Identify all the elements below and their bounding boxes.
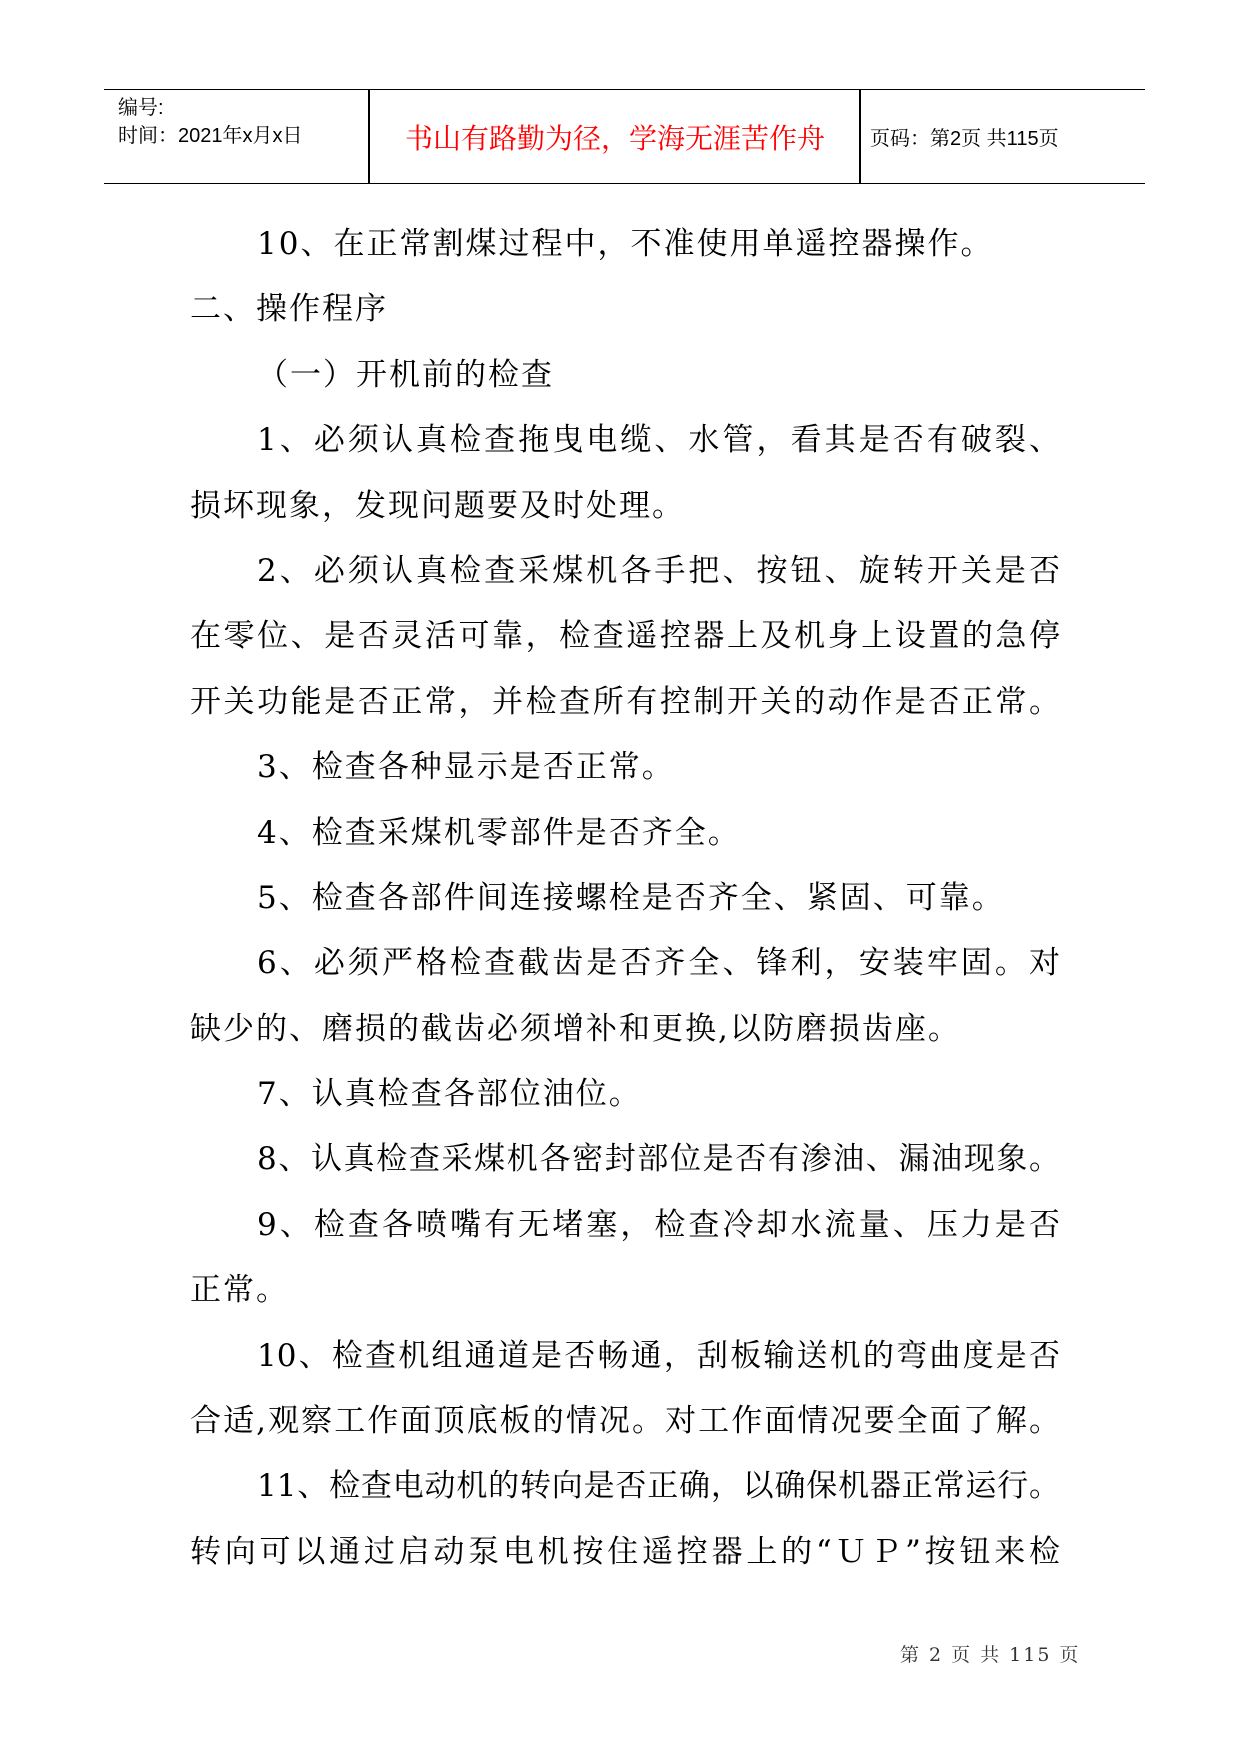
footer-suffix: 页	[1059, 1644, 1081, 1666]
text-line: 10、在正常割煤过程中，不准使用单遥控器操作。	[257, 226, 994, 262]
header-meta	[118, 94, 303, 150]
text-line: 5、检查各部件间连接螺栓是否齐全、紧固、可靠。	[257, 879, 1005, 916]
text-line: 10、检查机组通道是否畅通，刮板输送机的弯曲度是否	[257, 1337, 1060, 1374]
text-line: 开关功能是否正常，并检查所有控制开关的动作是否正常。	[190, 683, 1060, 720]
text-line: 7、认真检查各部位油位。	[257, 1076, 642, 1113]
text-line: 二、操作程序	[190, 291, 388, 328]
text-line: 11、检查电动机的转向是否正确，以确保机器正常运行。	[257, 1468, 1060, 1505]
text-line: 9、检查各喷嘴有无堵塞，检查冷却水流量、压力是否	[257, 1206, 1060, 1243]
footer-total-pages: 115	[1009, 1644, 1052, 1666]
text-line: 损坏现象，发现问题要及时处理。	[190, 487, 685, 524]
header-motto: 书山有路勤为径，学海无涯苦作舟	[404, 121, 825, 155]
footer-page-number: 2	[929, 1644, 944, 1666]
header-divider	[859, 90, 861, 183]
text-line: 8、认真检查采煤机各密封部位是否有渗油、漏油现象。	[257, 1141, 1060, 1178]
text-line: 1、必须认真检查拖曳电缆、水管，看其是否有破裂、	[257, 422, 1060, 459]
text-line: （一）开机前的检查	[257, 356, 554, 393]
text-line: 2、必须认真检查采煤机各手把、按钮、旋转开关是否	[257, 552, 1060, 589]
document-header	[104, 89, 1145, 184]
text-line: 缺少的、磨损的截齿必须增补和更换,以防磨损齿座。	[190, 1010, 961, 1047]
text-line: 合适,观察工作面顶底板的情况。对工作面情况要全面了解。	[190, 1403, 1060, 1440]
time-label: 时间：2021年x月x日	[118, 125, 303, 147]
header-page-info: 页码：第2页 共115页	[870, 128, 1059, 150]
text-line: 4、检查采煤机零部件是否齐全。	[257, 814, 741, 851]
text-line: 正常。	[190, 1272, 289, 1309]
number-label: 编号:	[118, 97, 164, 119]
text-line: 6、必须严格检查截齿是否齐全、锋利，安装牢固。对	[257, 945, 1060, 982]
footer-prefix: 第	[900, 1644, 922, 1666]
text-line: 在零位、是否灵活可靠，检查遥控器上及机身上设置的急停	[190, 618, 1060, 655]
footer-mid: 页 共	[951, 1644, 1002, 1666]
text-line: 转向可以通过启动泵电机按住遥控器上的“ＵＰ”按钮来检	[190, 1533, 1060, 1570]
document-body	[190, 212, 1060, 1585]
page-footer	[900, 1640, 1088, 1667]
text-line: 3、检查各种显示是否正常。	[257, 749, 675, 786]
